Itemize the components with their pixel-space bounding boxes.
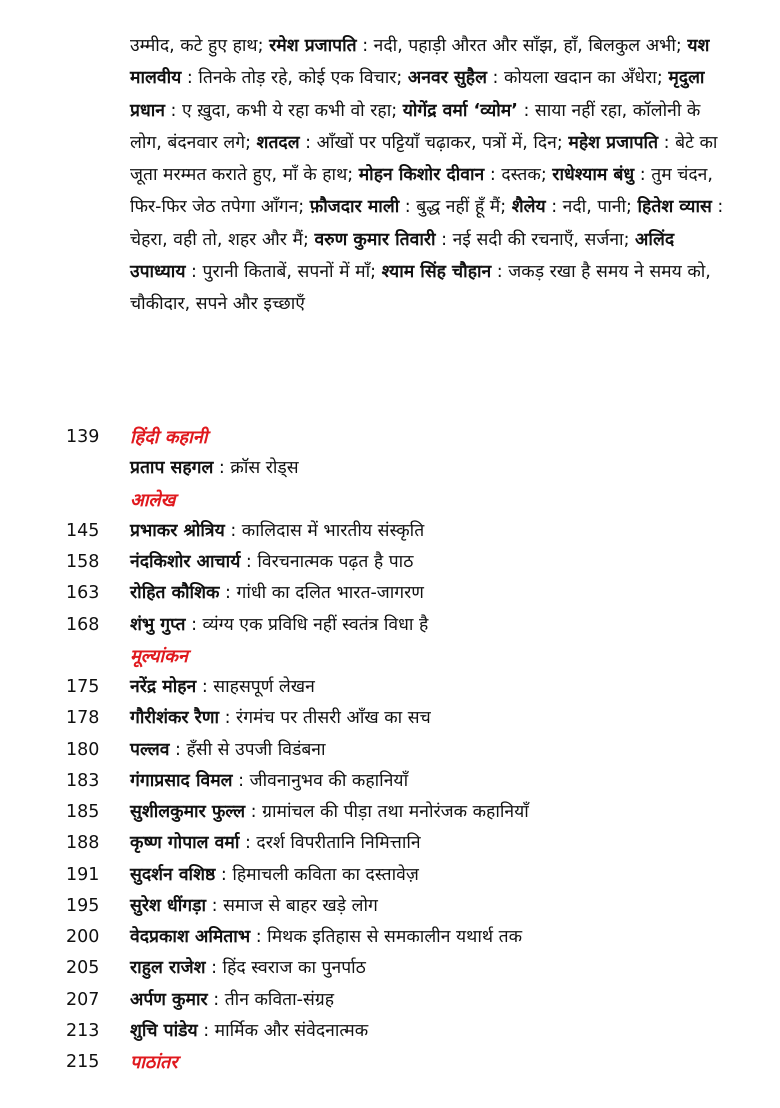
article-title: मार्मिक और संवेदनात्मक <box>214 1020 369 1041</box>
author-name: वेदप्रकाश अमिताभ <box>130 927 251 947</box>
toc-row <box>0 672 780 703</box>
toc-section-row <box>0 422 780 453</box>
author-name: प्रभाकर श्रोत्रिय <box>130 520 225 541</box>
author-name: कृष्ण गोपाल वर्मा <box>130 833 240 854</box>
page-number: 139 <box>66 427 100 447</box>
author-name: अर्पण कुमार <box>130 989 208 1010</box>
article-title: दरर्श विपरीतानि निमित्तानि <box>256 833 421 854</box>
toc-entry: नरेंद्र मोहन : साहसपूर्ण लेखन <box>130 677 315 697</box>
toc-row <box>0 610 780 641</box>
work-titles: उम्मीद, कटे हुए हाथ <box>130 36 258 56</box>
toc-entry <box>130 641 188 673</box>
work-titles: दस्तक <box>501 165 541 186</box>
page-number: 207 <box>66 989 100 1010</box>
article-title: विरचनात्मक पढ़त है पाठ <box>257 552 414 572</box>
author-name: शुचि पांडेय <box>130 1020 198 1041</box>
page-number: 163 <box>66 583 100 604</box>
contributor-name: राधेश्याम बंधु <box>552 165 635 186</box>
toc-row <box>0 1016 780 1047</box>
contributor-name: शतदल <box>256 132 300 153</box>
toc-row <box>0 985 780 1016</box>
work-titles: नदी, पहाड़ी औरत और साँझ, हाँ, बिलकुल अभी <box>373 36 676 56</box>
toc-section-row <box>0 1047 780 1078</box>
section-heading: हिंदी कहानी <box>130 427 208 448</box>
page-number: 215 <box>66 1052 100 1072</box>
toc-entry <box>130 485 175 517</box>
work-titles: बेटे का जूता मरम्मत कराते हुए, माँ के हाथ <box>130 132 718 186</box>
toc-entry <box>130 422 207 454</box>
work-titles: तिनके तोड़ रहे, कोई एक विचार <box>198 68 397 89</box>
toc-row <box>0 547 780 578</box>
toc-row <box>0 953 780 984</box>
page-number: 180 <box>66 739 100 760</box>
toc-entry: पल्लव : हँसी से उपजी विडंबना <box>130 739 326 760</box>
toc-entry: अर्पण कुमार : तीन कविता-संग्रह <box>130 989 334 1010</box>
article-title: क्रॉस रोड्स <box>230 458 299 479</box>
toc-entry: शंभु गुप्त : व्यंग्य एक प्रविधि नहीं स्वतंत्र विधा है <box>130 614 429 635</box>
toc-row <box>0 860 780 891</box>
contributor-name: यश मालवीय <box>130 36 710 89</box>
article-title: व्यंग्य एक प्रविधि नहीं स्वतंत्र विधा है <box>202 614 429 635</box>
contributor-name: रमेश प्रजापति <box>269 36 357 56</box>
section-heading: पाठांतर <box>130 1052 178 1073</box>
toc-section-row <box>0 485 780 516</box>
toc-entry <box>130 1047 178 1079</box>
work-titles: आँखों पर पट्टियाँ चढ़ाकर, पत्रों में, दिन <box>316 132 557 153</box>
toc-section-row <box>0 641 780 672</box>
author-name: गंगाप्रसाद विमल <box>130 770 233 791</box>
work-titles: नदी, पानी <box>562 197 627 218</box>
toc-entry: प्रभाकर श्रोत्रिय : कालिदास में भारतीय संस्कृति <box>130 520 425 541</box>
contributor-name: अलिंद उपाध्याय <box>130 229 675 283</box>
toc-entry: वेदप्रकाश अमिताभ : मिथक इतिहास से समकालीन यथार्थ तक <box>130 927 523 947</box>
section-heading: आलेख <box>130 489 176 511</box>
article-title: समाज से बाहर खड़े लोग <box>223 895 378 916</box>
article-title: साहसपूर्ण लेखन <box>213 677 315 697</box>
contributor-name: फ़ौजदार माली <box>309 197 400 218</box>
toc-row <box>0 578 780 609</box>
toc-entry: सुशीलकुमार फुल्ल : ग्रामांचल की पीड़ा तथा मनोरंजक कहानियाँ <box>130 802 529 822</box>
section-heading: मूल्यांकन <box>130 645 188 667</box>
toc-entry: रोहित कौशिक : गांधी का दलित भारत-जागरण <box>130 583 424 604</box>
contributor-name: हितेश व्यास <box>637 197 712 218</box>
page-number: 195 <box>66 895 100 916</box>
work-titles: बुद्ध नहीं हूँ मैं <box>416 197 501 218</box>
author-name: सुदर्शन वशिष्ठ <box>130 864 216 885</box>
toc-entry: सुदर्शन वशिष्ठ : हिमाचली कविता का दस्तावेज़ <box>130 864 419 885</box>
toc-entry: शुचि पांडेय : मार्मिक और संवेदनात्मक <box>130 1020 369 1041</box>
article-title: मिथक इतिहास से समकालीन यथार्थ तक <box>267 927 523 947</box>
article-title: हिमाचली कविता का दस्तावेज़ <box>232 864 419 885</box>
contributor-name: श्याम सिंह चौहान <box>381 262 492 283</box>
article-title: रंगमंच पर तीसरी आँख का सच <box>236 708 431 729</box>
toc-entry: सुरेश धींगड़ा : समाज से बाहर खड़े लोग <box>130 895 378 916</box>
work-titles: तुम चंदन, फिर-फिर जेठ तपेगा आँगन <box>130 165 713 218</box>
page-number: 145 <box>66 520 100 541</box>
toc-row <box>0 735 780 766</box>
toc-entry: कृष्ण गोपाल वर्मा : दरर्श विपरीतानि निमित्तानि <box>130 833 421 854</box>
author-name: राहुल राजेश <box>130 958 206 979</box>
page-number: 200 <box>66 927 100 947</box>
toc-row <box>0 766 780 797</box>
work-titles: कोयला खदान का अँधेरा <box>503 68 657 89</box>
contributor-name: शैलेय <box>511 197 546 218</box>
page-number: 188 <box>66 833 100 854</box>
contributor-name: वरुण कुमार तिवारी <box>314 229 436 250</box>
toc-row <box>0 891 780 922</box>
toc-row <box>0 516 780 547</box>
article-title: तीन कविता-संग्रह <box>224 989 334 1010</box>
article-title: हिंद स्वराज का पुनर्पाठ <box>222 958 366 979</box>
page-number: 168 <box>66 614 100 635</box>
toc-row <box>0 922 780 953</box>
work-titles: चेहरा, वही तो, शहर और मैं <box>130 229 303 250</box>
work-titles: साया नहीं रहा, कॉलोनी के लोग, बंदनवार लगे <box>130 100 701 153</box>
contributor-name: मोहन किशोर दीवान <box>358 165 485 186</box>
toc-entry: प्रताप सहगल : क्रॉस रोड्स <box>130 458 299 479</box>
article-title: हँसी से उपजी विडंबना <box>186 739 326 760</box>
article-title: गांधी का दलित भारत-जागरण <box>236 583 424 604</box>
page-number: 191 <box>66 864 100 885</box>
page-number: 213 <box>66 1020 100 1041</box>
toc-entry: राहुल राजेश : हिंद स्वराज का पुनर्पाठ <box>130 958 366 979</box>
contributor-name: मृदुला प्रधान <box>130 68 705 121</box>
author-name: सुरेश धींगड़ा <box>130 895 207 916</box>
page-number: 183 <box>66 770 100 791</box>
toc-entry: गौरीशंकर रैणा : रंगमंच पर तीसरी आँख का सच <box>130 708 431 729</box>
author-name: पल्लव <box>130 739 170 760</box>
author-name: नंदकिशोर आचार्य <box>130 552 241 572</box>
poetry-contributors-paragraph: उम्मीद, कटे हुए हाथ; रमेश प्रजापति : नदी, पहाड़ी औरत और साँझ, हाँ, बिलकुल अभी; यश मालवीय : तिनके तोड़ रहे, कोई एक विचार; अनवर सुहैल : कोयला खदान का अँधेरा; मृदुला प्रधान : ए ख़ुदा, कभी ये रहा कभी वो रहा; योगेंद्र वर्मा ‘व्योम’ : साया नहीं रहा, कॉलोनी के लोग, बंदनवार लगे; शतदल : आँखों पर पट्टियाँ चढ़ाकर, पत्रों में, दिन; महेश प्रजापति : बेटे का जूता मरम्मत कराते हुए, माँ के हाथ; मोहन किशोर दीवान : दस्तक; राधेश्याम बंधु : तुम चंदन, फिर-फिर जेठ तपेगा आँगन; फ़ौजदार माली : बुद्ध नहीं हूँ मैं; शैलेय : नदी, पानी; हितेश व्यास : चेहरा, वही तो, शहर और मैं; वरुण कुमार तिवारी : नई सदी की रचनाएँ, सर्जना; अलिंद उपाध्याय : पुरानी किताबें, सपनों में माँ; श्याम सिंह चौहान : जकड़ रखा है समय ने समय को, चौकीदार, सपने और इच्छाएँ <box>130 36 724 315</box>
author-name: प्रताप सहगल <box>130 458 214 479</box>
contributor-name: महेश प्रजापति <box>568 132 659 153</box>
author-name: गौरीशंकर रैणा <box>130 708 220 729</box>
contributor-name: योगेंद्र वर्मा ‘व्योम’ <box>402 100 518 121</box>
article-title: कालिदास में भारतीय संस्कृति <box>241 520 425 541</box>
author-name: सुशीलकुमार फुल्ल <box>130 802 246 822</box>
author-name: नरेंद्र मोहन <box>130 677 197 697</box>
page-number: 158 <box>66 552 100 572</box>
page-number: 205 <box>66 958 100 979</box>
author-name: रोहित कौशिक <box>130 583 220 604</box>
toc-row <box>0 703 780 734</box>
author-name: शंभु गुप्त <box>130 614 186 635</box>
page-number: 175 <box>66 677 100 697</box>
toc-row <box>0 797 780 828</box>
work-titles: ए ख़ुदा, कभी ये रहा कभी वो रहा <box>182 100 392 121</box>
work-titles: जकड़ रखा है समय ने समय को, चौकीदार, सपने और इच्छाएँ <box>130 262 711 315</box>
work-titles: पुरानी किताबें, सपनों में माँ <box>202 262 371 283</box>
page-number: 178 <box>66 708 100 729</box>
toc-entry: नंदकिशोर आचार्य : विरचनात्मक पढ़त है पाठ <box>130 552 414 572</box>
contributor-name: अनवर सुहैल <box>407 68 487 89</box>
toc-row <box>0 453 780 484</box>
toc-entry: गंगाप्रसाद विमल : जीवनानुभव की कहानियाँ <box>130 770 409 791</box>
article-title: ग्रामांचल की पीड़ा तथा मनोरंजक कहानियाँ <box>262 802 529 822</box>
page-number: 185 <box>66 802 100 822</box>
work-titles: नई सदी की रचनाएँ, सर्जना <box>452 229 624 250</box>
article-title: जीवनानुभव की कहानियाँ <box>249 770 409 791</box>
toc-row <box>0 828 780 859</box>
